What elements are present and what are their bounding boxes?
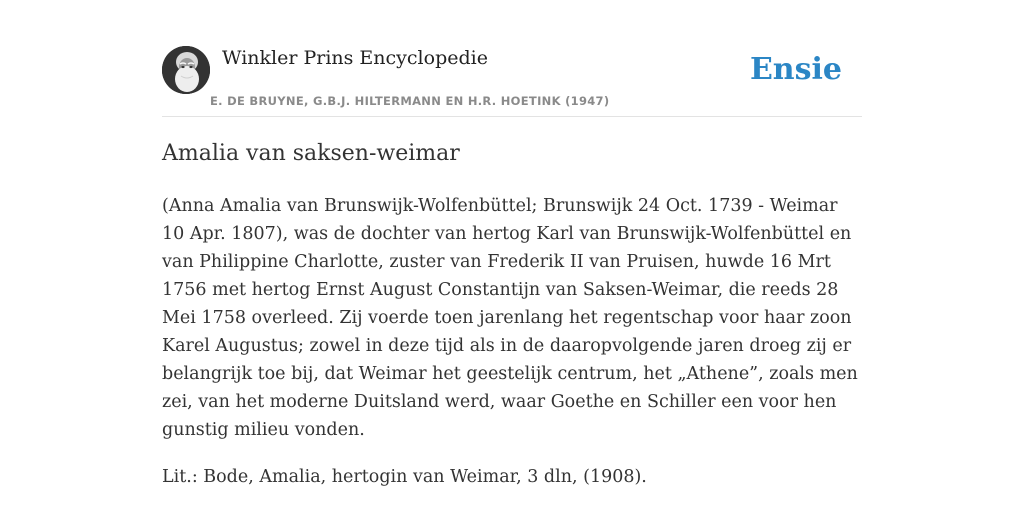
header bbox=[162, 46, 862, 117]
literature-reference: Lit.: Bode, Amalia, hertogin van Weimar, 3 dln, (1908). bbox=[162, 467, 647, 487]
authors-byline: E. DE BRUYNE, G.B.J. HILTERMANN EN H.R. HOETINK (1947) bbox=[210, 94, 610, 108]
bearded-man-portrait-icon bbox=[162, 46, 210, 94]
author-avatar bbox=[162, 46, 210, 94]
article-title: Amalia van saksen-weimar bbox=[162, 141, 460, 166]
article-body: (Anna Amalia van Brunswijk-Wolfenbüttel; Brunswijk 24 Oct. 1739 - Weimar 10 Apr. 1807), was de dochter van hertog Karl van Brunswijk-Wolfenbüttel en van Philippine Charlotte, zuster van Frederik II van Pruisen, huwde 16 Mrt 1756 met hertog Ernst August Constantijn van Saksen-Weimar, die reeds 28 Mei 1758 overleed. Zij voerde toen jarenlang het regentschap voor haar zoon Karel Augustus; zowel in deze tijd als in de daaropvolgende jaren droeg zij er belangrijk toe bij, dat Weimar het geestelijk centrum, het „Athene”, zoals men zei, van het moderne Duitsland werd, waar Goethe en Schiller een voor hen gunstig milieu vonden. bbox=[162, 196, 858, 440]
site-title: Winkler Prins Encyclopedie bbox=[222, 47, 488, 69]
ensie-logo-link[interactable]: Ensie bbox=[749, 52, 842, 87]
